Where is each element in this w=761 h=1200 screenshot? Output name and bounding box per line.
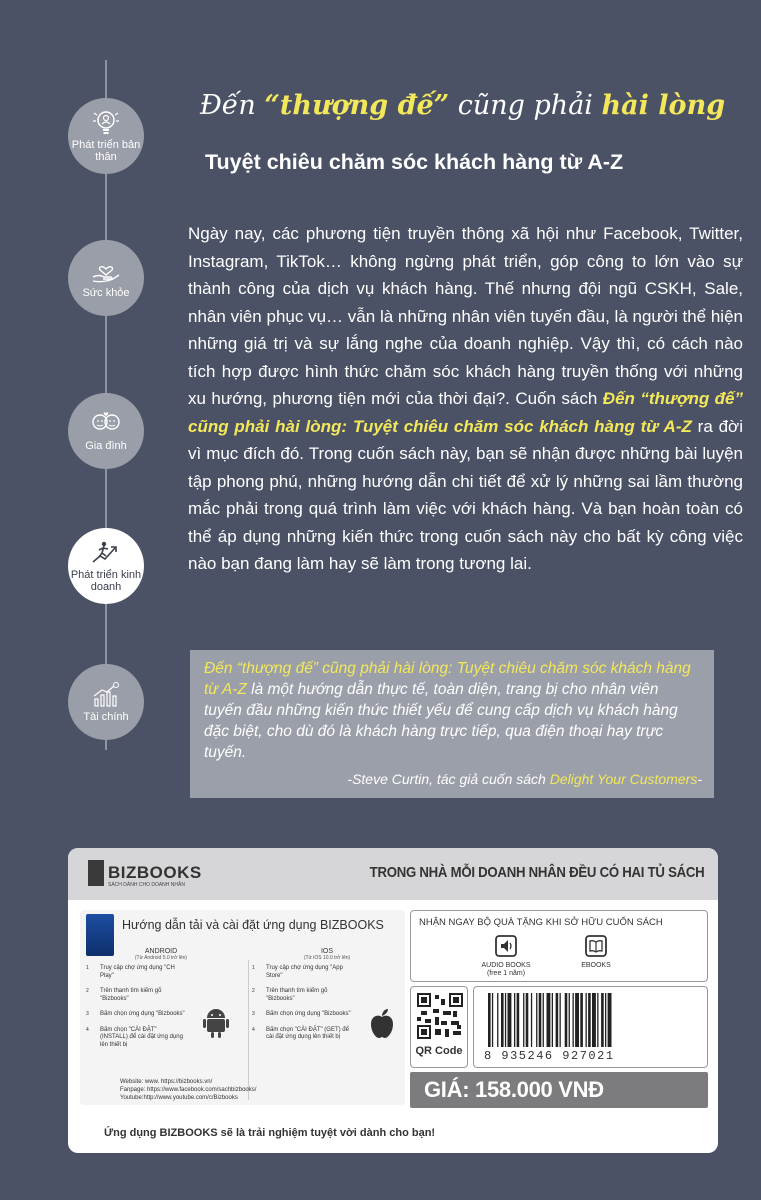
barcode-bar	[592, 993, 596, 1047]
ios-guide	[252, 948, 402, 1050]
book-title	[200, 90, 725, 121]
description-book-title: Đến “thượng đế” cũng phải hài lòng: Tuyệt chiêu chăm sóc khách hàng từ A-Z	[188, 389, 744, 436]
barcode-bar	[536, 993, 537, 1047]
barcode-bar	[605, 993, 606, 1047]
author-prefix: -Steve Curtin, tác giả cuốn sách	[347, 771, 550, 787]
barcode-bar	[508, 993, 512, 1047]
audio-book-icon	[495, 935, 517, 957]
category-label: Tài chính	[83, 710, 129, 723]
barcode-bar	[501, 993, 504, 1047]
barcode-bar	[560, 993, 561, 1047]
audio-books-note: (free 1 năm)	[486, 970, 526, 977]
audio-books-feature	[471, 935, 541, 978]
bizbooks-logo	[88, 860, 202, 886]
fanpage-link[interactable]: Fanpage: https://www.facebook.com/sachbizbooks/	[120, 1087, 257, 1093]
android-step: 1 Truy cập chợ ứng dụng "CH Play"	[86, 965, 175, 979]
category-label: Phát triển bản thân	[71, 138, 141, 163]
android-logo-icon	[202, 1006, 230, 1042]
title-highlight-1: “thượng đế”	[264, 90, 450, 121]
ios-note: (Từ iOS 10.0 trở lên)	[303, 955, 351, 961]
barcode	[486, 993, 686, 1049]
app-slogan: Ứng dụng BIZBOOKS sẽ là trải nghiệm tuyệt vời dành cho bạn!	[104, 1127, 436, 1139]
barcode-number: 8 935246 927021	[484, 1049, 615, 1063]
category-label: Phát triển kinh doanh	[70, 568, 142, 593]
title-highlight-2: hài lòng	[601, 90, 726, 121]
description-before: Ngày nay, các phương tiện truyền thông xã hội như Facebook, Twitter, Instagram, TikTok… không ngừng phát triển, góp công to lớn vào sự thành công của dịch vụ khách hàng. Thế nhưng đội ngũ CSKH, Sale, nhân viên phục vụ… vẫn là những nhân viên tuyến đầu, là người thể hiện những giá trị và sự lắng nghe của doanh nghiệp. Vậy thì, có cách nào tích hợp được hình thức chăm sóc khách hàng truyền thống với những xu hướng, phương tiện mới của thời đại?. Cuốn sách	[188, 224, 743, 408]
barcode-bar	[488, 993, 491, 1047]
business-growth-icon	[91, 540, 121, 566]
lightbulb-person-icon	[91, 110, 121, 136]
qr-box	[410, 986, 468, 1068]
book-subtitle: Tuyệt chiêu chăm sóc khách hàng từ A-Z	[205, 150, 624, 174]
barcode-bar	[543, 993, 544, 1047]
android-guide	[86, 948, 236, 1057]
contact-links	[120, 1078, 256, 1102]
barcode-bar	[492, 993, 493, 1047]
ebook-icon	[585, 935, 607, 957]
brand-name: BIZBOOKS	[108, 863, 202, 882]
title-part3: cũng phải	[449, 90, 602, 121]
barcode-bar	[552, 993, 553, 1047]
apple-logo-icon	[368, 1006, 396, 1042]
barcode-bar	[514, 993, 515, 1047]
description-text	[188, 220, 743, 578]
ios-step: 4 Bấm chọn "CÀI ĐẶT" (GET) để cài đặt ứng dụng lên thiết bị	[252, 1026, 349, 1040]
barcode-bar	[523, 993, 524, 1047]
family-icon	[91, 411, 121, 437]
quote-text	[204, 658, 700, 763]
android-note: (Từ Android 5.0 trở lên)	[134, 955, 188, 961]
panel-header	[68, 848, 718, 900]
guide-title: Hướng dẫn tải và cài đặt ứng dụng BIZBOOKS	[122, 918, 384, 932]
qr-code[interactable]	[417, 993, 463, 1039]
android-step: 4 Bấm chọn "CÀI ĐẶT" (INSTALL) để cài đặt ứng dụng lên thiết bị	[86, 1026, 183, 1048]
barcode-bar	[556, 993, 559, 1047]
barcode-bar	[588, 993, 591, 1047]
hand-heart-icon	[91, 258, 121, 284]
youtube-link[interactable]: Youtube:http://www.youtube.com/c/Bizbooks	[120, 1095, 238, 1101]
ebooks-label: EBOOKS	[581, 962, 611, 969]
barcode-bar	[539, 993, 542, 1047]
category-business-development	[68, 528, 144, 604]
publisher-panel	[68, 848, 718, 1153]
description-after: ra đời vì mục đích đó. Trong cuốn sách này, bạn sẽ nhận được những bài luyện tập phong phú, những hướng dẫn chi tiết để xử lý những sai lầm thường mắc phải trong quá trình làm việc với khách hàng. Và bạn hoàn toàn có thể áp dụng những kiến thức trong cuốn sách này cho bất kỳ công việc nào bạn đang làm hay sẽ làm trong tương lai.	[188, 416, 743, 573]
slogan: TRONG NHÀ MỖI DOANH NHÂN ĐỀU CÓ HAI TỦ SÁCH	[369, 864, 704, 881]
author-book: Delight Your Customers	[549, 771, 698, 787]
category-personal-development	[68, 98, 144, 174]
barcode-bar	[505, 993, 506, 1047]
barcode-bar	[608, 993, 612, 1047]
title-part1: Đến	[200, 90, 265, 121]
price-tag: GIÁ: 158.000 VNĐ	[410, 1072, 708, 1108]
barcode-bar	[575, 993, 579, 1047]
barcode-box	[473, 986, 708, 1068]
barcode-bar	[573, 993, 574, 1047]
ios-name: IOS	[320, 948, 334, 955]
ios-step: 3 Bấm chọn ứng dụng "Bizbooks"	[252, 1011, 351, 1017]
barcode-bar	[569, 993, 570, 1047]
testimonial-quote	[190, 650, 714, 798]
ebooks-feature	[561, 935, 631, 970]
barcode-bar	[547, 993, 551, 1047]
barcode-bar	[597, 993, 598, 1047]
barcode-bar	[517, 993, 520, 1047]
category-health	[68, 240, 144, 316]
audio-books-label: AUDIO BOOKS	[481, 962, 531, 969]
brand-sub: SÁCH DÀNH CHO DOANH NHÂN	[108, 882, 185, 888]
barcode-bar	[497, 993, 498, 1047]
barcode-bar	[601, 993, 604, 1047]
barcode-bar	[526, 993, 529, 1047]
category-label: Sức khỏe	[82, 286, 130, 299]
barcode-bar	[565, 993, 568, 1047]
author-suffix: -	[697, 771, 702, 787]
website-link[interactable]: Website: www. https://bizbooks.vn/	[120, 1079, 213, 1085]
barcode-bar	[531, 993, 532, 1047]
android-name: ANDROID	[144, 948, 178, 955]
app-guide	[80, 910, 405, 1105]
quote-author	[347, 769, 702, 790]
category-finance	[68, 664, 144, 740]
ios-step: 2 Trên thanh tìm kiếm gõ "Bizbooks"	[252, 988, 328, 1002]
qr-label: QR Code	[415, 1045, 463, 1057]
gift-title: NHẬN NGAY BỘ QUÀ TẶNG KHI SỞ HỮU CUỐN SÁCH	[419, 917, 663, 928]
bizbooks-logo-mark	[88, 860, 104, 886]
ios-step: 1 Truy cập chợ ứng dụng "App Store"	[252, 965, 343, 979]
finance-chart-icon	[91, 682, 121, 708]
barcode-bar	[586, 993, 587, 1047]
quote-highlight: Đến “thượng đế” cũng phải hài lòng: Tuyệt chiêu chăm sóc khách hàng từ A-Z	[204, 660, 691, 698]
android-step: 2 Trên thanh tìm kiếm gõ "Bizbooks"	[86, 988, 162, 1002]
category-label: Gia đình	[85, 439, 127, 452]
gift-box	[410, 910, 708, 982]
category-family	[68, 393, 144, 469]
android-step: 3 Bấm chọn ứng dụng "Bizbooks"	[86, 1011, 185, 1017]
barcode-bar	[580, 993, 583, 1047]
quote-body: là một hướng dẫn thực tế, toàn diện, trang bị cho nhân viên tuyến đầu những kiến thức thiết yếu để cung cấp dịch vụ khách hàng đặc biệt, cho dù đó là khách hàng trực tiếp, qua điện thoại hay trực tuyến.	[204, 681, 678, 761]
